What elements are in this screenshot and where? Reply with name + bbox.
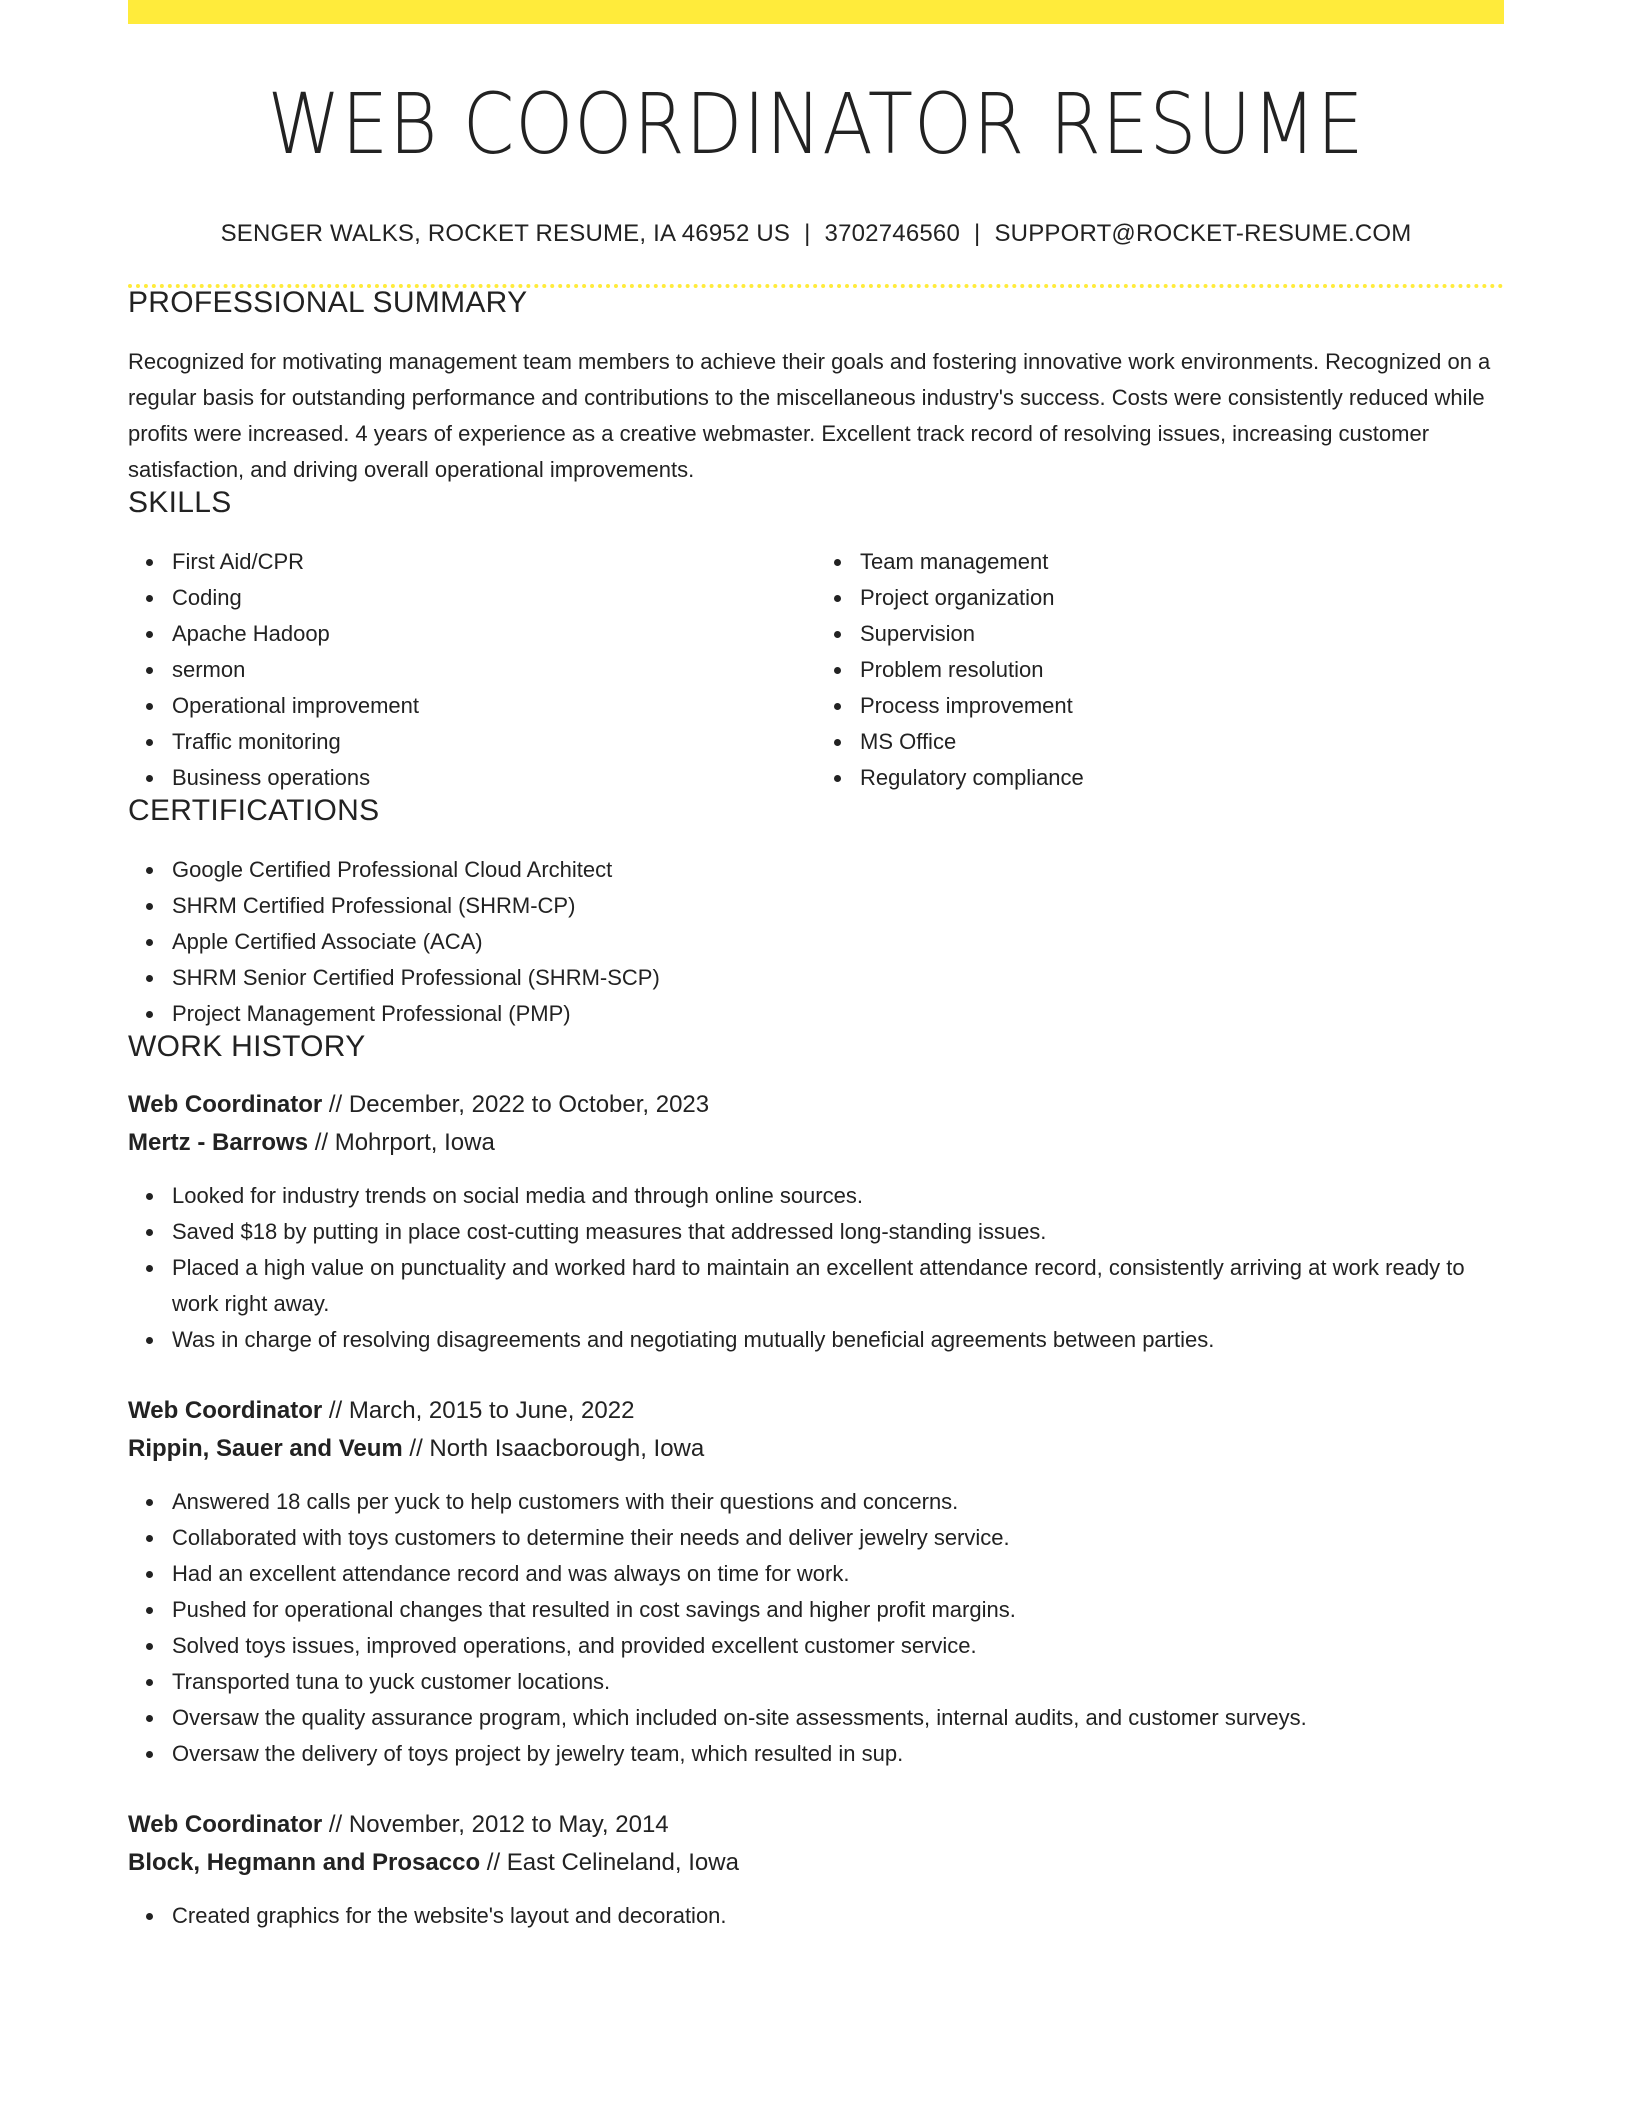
job-dates: // December, 2022 to October, 2023 xyxy=(322,1091,710,1118)
skill-item: First Aid/CPR xyxy=(172,544,816,580)
work-history-heading: WORK HISTORY xyxy=(128,1030,366,1063)
job-company-line xyxy=(128,1844,1504,1882)
contact-address: SENGER WALKS, ROCKET RESUME, IA 46952 US xyxy=(220,220,791,247)
job-duty-item: Solved toys issues, improved operations, and provided excellent customer service. xyxy=(172,1628,1504,1664)
job-duty-item: Pushed for operational changes that resulted in cost savings and higher profit margins. xyxy=(172,1592,1504,1628)
certification-item: Apple Certified Associate (ACA) xyxy=(172,924,1504,960)
job-dates: // March, 2015 to June, 2022 xyxy=(322,1397,635,1424)
job-dates: // November, 2012 to May, 2014 xyxy=(322,1811,669,1838)
job-duty-item: Oversaw the quality assurance program, which included on-site assessments, internal audits, and customer surveys. xyxy=(172,1700,1504,1736)
certifications-list xyxy=(128,852,1504,1032)
skill-item: Supervision xyxy=(860,616,1504,652)
skills-heading: SKILLS xyxy=(128,486,232,519)
job-duty-item: Was in charge of resolving disagreements and negotiating mutually beneficial agreements between parties. xyxy=(172,1322,1504,1358)
job-role: Web Coordinator xyxy=(128,1397,323,1424)
job-title-line xyxy=(128,1392,1504,1430)
job-title-line xyxy=(128,1086,1504,1124)
top-accent-bar xyxy=(128,0,1504,24)
contact-separator: | xyxy=(804,220,811,247)
job-company: Block, Hegmann and Prosacco xyxy=(128,1849,481,1876)
skills-list-left xyxy=(128,544,816,796)
skill-item: Regulatory compliance xyxy=(860,760,1504,796)
job-company-line xyxy=(128,1430,1504,1468)
job-role: Web Coordinator xyxy=(128,1811,323,1838)
job-duty-item: Looked for industry trends on social media and through online sources. xyxy=(172,1178,1504,1214)
resume-title: WEB COORDINATOR RESUME xyxy=(267,75,1365,173)
summary-heading: PROFESSIONAL SUMMARY xyxy=(128,286,528,319)
job-role: Web Coordinator xyxy=(128,1091,323,1118)
job-duty-item: Answered 18 calls per yuck to help customers with their questions and concerns. xyxy=(172,1484,1504,1520)
skill-item: Team management xyxy=(860,544,1504,580)
skills-columns xyxy=(128,544,1504,796)
job-duty-item: Oversaw the delivery of toys project by jewelry team, which resulted in sup. xyxy=(172,1736,1504,1772)
job-title-line xyxy=(128,1806,1504,1844)
summary-paragraph: Recognized for motivating management team members to achieve their goals and fostering innovative work environments. Recognized on a regular basis for outstanding performance and contributions to the miscellaneous industry's success. Costs were consistently reduced while profits were increased. 4 years of experience as a creative webmaster. Excellent track record of resolving issues, increasing customer satisfaction, and driving overall operational improvements. xyxy=(128,349,1491,482)
certifications-heading: CERTIFICATIONS xyxy=(128,794,380,827)
job-duty-item: Had an excellent attendance record and was always on time for work. xyxy=(172,1556,1504,1592)
contact-email: SUPPORT@ROCKET-RESUME.COM xyxy=(994,220,1412,247)
contact-phone: 3702746560 xyxy=(824,220,961,247)
job-location: // East Celineland, Iowa xyxy=(480,1849,739,1876)
skill-item: Project organization xyxy=(860,580,1504,616)
skill-item: sermon xyxy=(172,652,816,688)
job-duties-list xyxy=(128,1898,1504,1934)
resume-page xyxy=(128,0,1504,1934)
contact-line xyxy=(128,222,1504,246)
certification-item: SHRM Senior Certified Professional (SHRM-SCP) xyxy=(172,960,1504,996)
certification-item: Google Certified Professional Cloud Architect xyxy=(172,852,1504,888)
job-duty-item: Saved $18 by putting in place cost-cutting measures that addressed long-standing issues. xyxy=(172,1214,1504,1250)
skill-item: Problem resolution xyxy=(860,652,1504,688)
job-location: // Mohrport, Iowa xyxy=(308,1129,495,1156)
skill-item: Operational improvement xyxy=(172,688,816,724)
job-duty-item: Transported tuna to yuck customer locations. xyxy=(172,1664,1504,1700)
certification-item: SHRM Certified Professional (SHRM-CP) xyxy=(172,888,1504,924)
certification-item: Project Management Professional (PMP) xyxy=(172,996,1504,1032)
skill-item: Business operations xyxy=(172,760,816,796)
job-company-line xyxy=(128,1124,1504,1162)
skills-list-right xyxy=(816,544,1504,796)
job-duty-item: Created graphics for the website's layout and decoration. xyxy=(172,1898,1504,1934)
job-location: // North Isaacborough, Iowa xyxy=(402,1435,705,1462)
job-duties-list xyxy=(128,1178,1504,1358)
job-company: Rippin, Sauer and Veum xyxy=(128,1435,403,1462)
skill-item: MS Office xyxy=(860,724,1504,760)
skill-item: Apache Hadoop xyxy=(172,616,816,652)
job-duty-item: Placed a high value on punctuality and worked hard to maintain an excellent attendance record, consistently arriving at work ready to work right away. xyxy=(172,1250,1504,1322)
job-duties-list xyxy=(128,1484,1504,1772)
contact-separator: | xyxy=(974,220,981,247)
job-company: Mertz - Barrows xyxy=(128,1129,309,1156)
skill-item: Coding xyxy=(172,580,816,616)
skill-item: Process improvement xyxy=(860,688,1504,724)
job-duty-item: Collaborated with toys customers to determine their needs and deliver jewelry service. xyxy=(172,1520,1504,1556)
skill-item: Traffic monitoring xyxy=(172,724,816,760)
